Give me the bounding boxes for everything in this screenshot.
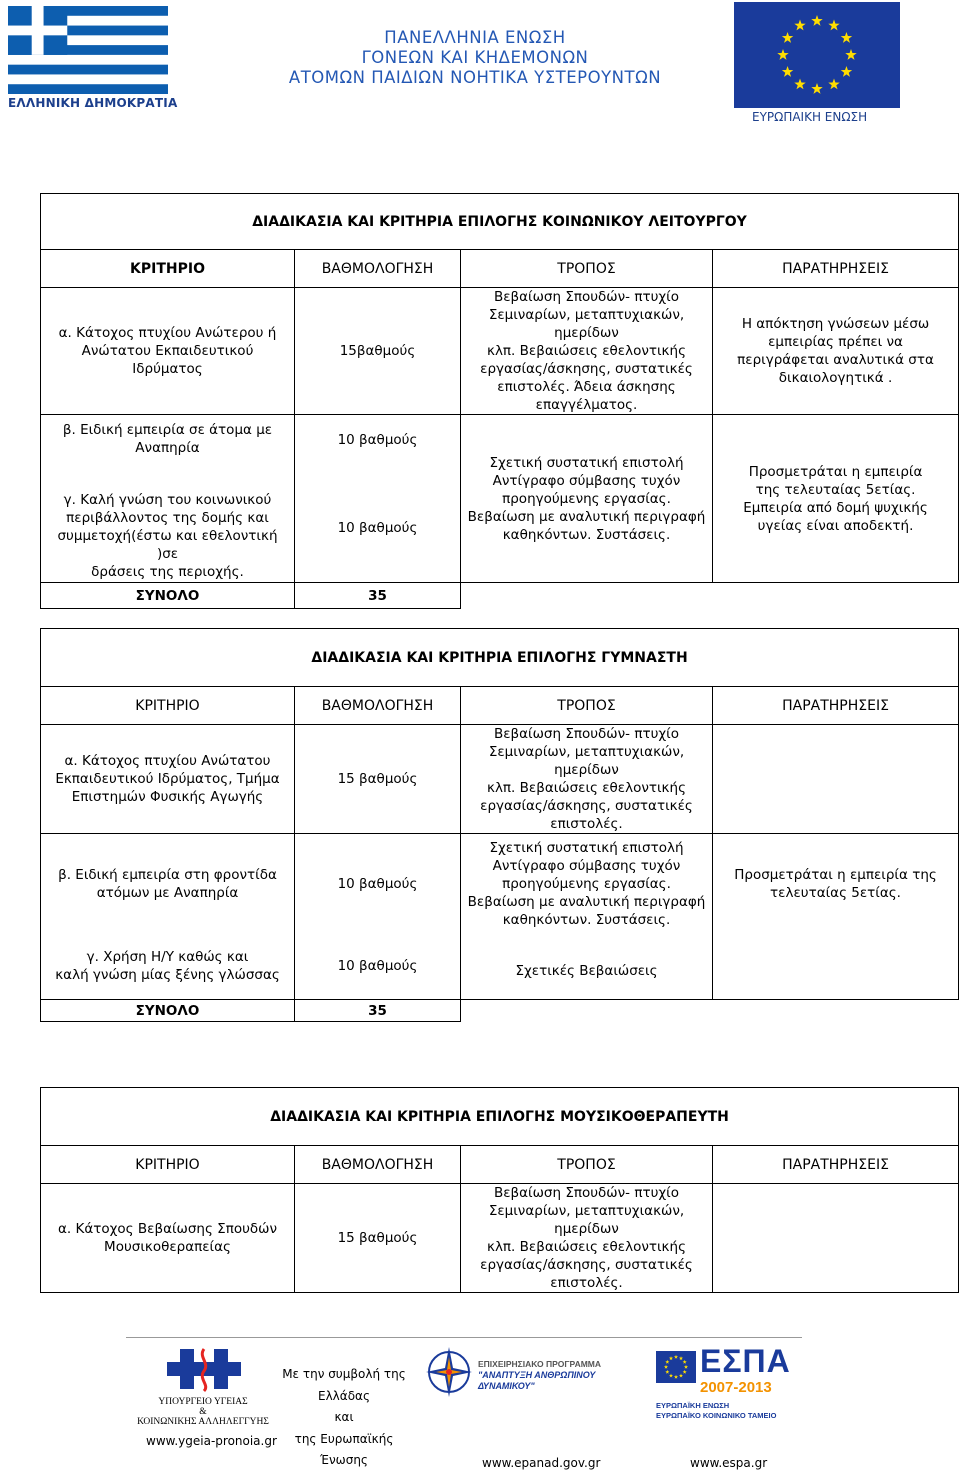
criterion-a: α. Κάτοχος Βεβαίωσης Σπουδών Μουσικοθεραπείας [41,1184,295,1293]
greece-flag [8,6,168,94]
gymnast-criteria-table [40,628,959,1022]
score-a: 15 βαθμούς [295,1184,461,1293]
score-a: 15 βαθμούς [295,725,461,834]
espa-years: 2007-2013 [700,1379,772,1396]
score-b: 10 βαθμούς [295,834,461,934]
compass-star-icon [424,1345,474,1399]
method-a: Βεβαίωση Σπουδών- πτυχίο Σεμιναρίων, μεταπτυχιακών, ημερίδων κλπ. Βεβαιώσεις εθελοντικής εργασίας/άσκησης, συστατικές επιστολές. [461,1184,713,1293]
contribution-text: Με την συμβολή της Ελλάδας και της Ευρωπαϊκής Ένωσης [282,1367,406,1467]
score-a: 15βαθμούς [295,288,461,415]
table-title: ΔΙΑΔΙΚΑΣΙΑ ΚΑΙ ΚΡΙΤΗΡΙΑ ΕΠΙΛΟΓΗΣ ΜΟΥΣΙΚΟΘΕΡΑΠΕΥΤΗ [41,1088,959,1146]
eu-caption: ΕΥΡΩΠΑΙΚΗ ΕΝΩΣΗ [752,110,868,124]
method-b: Σχετική συστατική επιστολή Αντίγραφο σύμβασης τυχόν προηγούμενης εργασίας. Βεβαίωση με αναλυτική περιγραφή καθηκόντων. Συστάσεις. [461,834,713,934]
method-a: Βεβαίωση Σπουδών- πτυχίο Σεμιναρίων, μεταπτυχιακών, ημερίδων κλπ. Βεβαιώσεις εθελοντικής εργασίας/άσκησης, συστατικές επιστολές. Άδεια άσκησης επαγγέλματος. [461,288,713,415]
greece-caption: ΕΛΛΗΝΙΚΗ ΔΗΜΟΚΡΑΤΙΑ [8,96,178,110]
espa-logo [656,1343,791,1425]
eu-flag [734,2,900,108]
score-c: 10 βαθμούς [295,934,461,1000]
espa-sub-fund: ΕΥΡΩΠΑΪΚΟ ΚΟΙΝΩΝΙΚΟ ΤΑΜΕΙΟ [656,1411,777,1420]
header-notes: ΠΑΡΑΤΗΡΗΣΕΙΣ [713,250,959,288]
criterion-c: γ. Χρήση Η/Υ καθώς και καλή γνώση μίας ξένης γλώσσας [41,934,295,1000]
criterion-a: α. Κάτοχος πτυχίου Ανώτερου ή Ανώτατου Εκπαιδευτικού Ιδρύματος [41,288,295,415]
program-name: ΕΠΙΧΕΙΡΗΣΙΑΚΟ ΠΡΟΓΡΑΜΜΑ "ΑΝΑΠΤΥΞΗ ΑΝΘΡΩΠΙΝΟΥ ΔΥΝΑΜΙΚΟΥ" [478,1359,602,1391]
ministry-url[interactable]: www.ygeia-pronoia.gr [146,1434,277,1448]
header-notes: ΠΑΡΑΤΗΡΗΣΕΙΣ [713,1146,959,1184]
total-value: 35 [295,1000,461,1022]
method-a: Βεβαίωση Σπουδών- πτυχίο Σεμιναρίων, μεταπτυχιακών, ημερίδων κλπ. Βεβαιώσεις εθελοντικής εργασίας/άσκησης, συστατικές επιστολές. [461,725,713,834]
criterion-b: β. Ειδική εμπειρία στη φροντίδα ατόμων με Αναπηρία [41,834,295,934]
organization-name: ΠΑΝΕΛΛΗΝΙΑ ΕΝΩΣΗ ΓΟΝΕΩΝ ΚΑΙ ΚΗΔΕΜΟΝΩΝ ΑΤΟΜΩΝ ΠΑΙΔΙΩΝ ΝΟΗΤΙΚΑ ΥΣΤΕΡΟΥΝΤΩΝ [288,28,662,87]
header-method: ΤΡΟΠΟΣ [461,687,713,725]
footer-divider [126,1337,802,1338]
header-score: ΒΑΘΜΟΛΟΓΗΣΗ [295,687,461,725]
health-ministry-icon [128,1345,278,1393]
header-method: ΤΡΟΠΟΣ [461,1146,713,1184]
method-c: Σχετικές Βεβαιώσεις [461,934,713,1000]
program-url[interactable]: www.epanad.gov.gr [482,1456,601,1470]
ministry-name: ΥΠΟΥΡΓΕΙΟ ΥΓΕΙΑΣ & ΚΟΙΝΩΝΙΚΗΣ ΑΛΛΗΛΕΓΓΥΗΣ [137,1397,269,1427]
social-worker-criteria-table [40,193,959,609]
method-b-c: Σχετική συστατική επιστολή Αντίγραφο σύμβασης τυχόν προηγούμενης εργασίας. Βεβαίωση με αναλυτική περιγραφή καθηκόντων. Συστάσεις. [461,415,713,583]
criterion-a: α. Κάτοχος πτυχίου Ανώτατου Εκπαιδευτικού Ιδρύματος, Τμήμα Επιστημών Φυσικής Αγωγής [41,725,295,834]
header-notes: ΠΑΡΑΤΗΡΗΣΕΙΣ [713,687,959,725]
criterion-b-c: β. Ειδική εμπειρία σε άτομα με Αναπηρία γ. Καλή γνώση του κοινωνικού περιβάλλοντος της δομής και συμμετοχή(έστω και εθελοντική )σε δράσεις της περιοχής. [41,415,295,583]
notes-b-c: Προσμετράται η εμπειρία της τελευταίας 5ετίας. Εμπειρία από δομή ψυχικής υγείας είναι αποδεκτή. [713,415,959,583]
score-b-c: 10 βαθμούς 10 βαθμούς [295,415,461,583]
espa-sub-eu: ΕΥΡΩΠΑΪΚΗ ΕΝΩΣΗ [656,1401,730,1410]
notes-b: Προσμετράται η εμπειρία της τελευταίας 5ετίας. [713,834,959,934]
espa-title: ΕΣΠΑ [700,1343,791,1379]
header-criterion: ΚΡΙΤΗΡΙΟ [41,250,295,288]
ministry-logo [128,1345,278,1425]
header-criterion: ΚΡΙΤΗΡΙΟ [41,687,295,725]
header-method: ΤΡΟΠΟΣ [461,250,713,288]
header-criterion: ΚΡΙΤΗΡΙΟ [41,1146,295,1184]
header-score: ΒΑΘΜΟΛΟΓΗΣΗ [295,250,461,288]
music-therapist-criteria-table [40,1087,959,1293]
eu-stars-icon [656,1351,696,1383]
espa-url[interactable]: www.espa.gr [690,1456,768,1470]
total-label: ΣΥΝΟΛΟ [41,1000,295,1022]
table-title: ΔΙΑΔΙΚΑΣΙΑ ΚΑΙ ΚΡΙΤΗΡΙΑ ΕΠΙΛΟΓΗΣ ΚΟΙΝΩΝΙΚΟΥ ΛΕΙΤΟΥΡΓΟΥ [41,194,959,250]
program-logo [424,1345,644,1415]
notes-a: Η απόκτηση γνώσεων μέσω εμπειρίας πρέπει να περιγράφεται αναλυτικά στα δικαιολογητικά . [713,288,959,415]
total-value: 35 [295,583,461,609]
table-title: ΔΙΑΔΙΚΑΣΙΑ ΚΑΙ ΚΡΙΤΗΡΙΑ ΕΠΙΛΟΓΗΣ ΓΥΜΝΑΣΤΗ [41,629,959,687]
header-score: ΒΑΘΜΟΛΟΓΗΣΗ [295,1146,461,1184]
total-label: ΣΥΝΟΛΟ [41,583,295,609]
